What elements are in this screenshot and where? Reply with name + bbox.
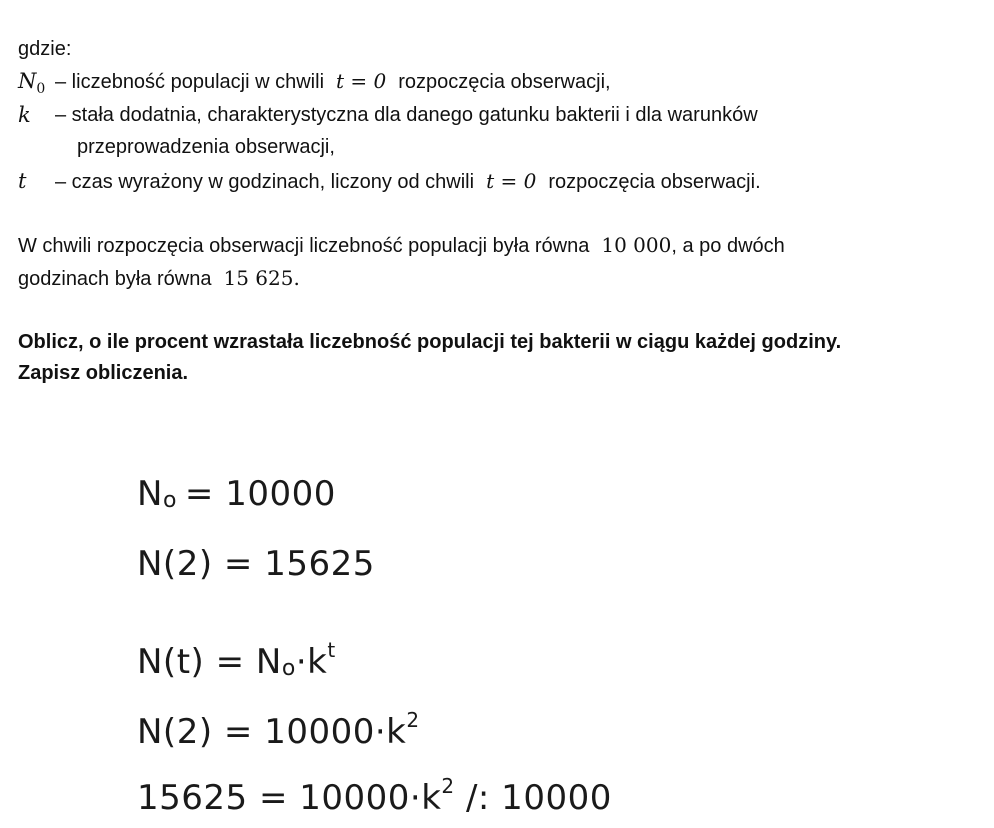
- handwritten-line-equation: [137, 774, 612, 818]
- symbol-n0: [18, 68, 45, 102]
- hw-eq-lhs: 15625 = 10000·k: [137, 778, 442, 818]
- statement-value2: 15 625: [223, 266, 294, 290]
- handwritten-line-n2: N(2) = 15625: [137, 544, 375, 584]
- hw-formula-n-base: N: [255, 642, 282, 682]
- statement-line1-after: , a po dwóch: [671, 235, 785, 257]
- definition-k-line1: – stała dodatnia, charakterystyczna dla danego gatunku bakterii i dla warunków: [55, 104, 758, 126]
- hw-n0-rhs: = 10000: [184, 474, 336, 514]
- hw-eq-exp: 2: [441, 774, 455, 798]
- hw-formula-exp: t: [327, 638, 336, 662]
- task-line1: Oblicz, o ile procent wzrastała liczebność populacji tej bakterii w ciągu każdej godziny.: [18, 331, 842, 353]
- hw-n0-base: N: [137, 474, 163, 514]
- definition-k-line2: przeprowadzenia obserwacji,: [77, 136, 335, 158]
- hw-formula-n-sub: o: [281, 656, 296, 681]
- task-line2: Zapisz obliczenia.: [18, 362, 189, 384]
- definition-n0-text: – liczebność populacji w chwili: [55, 71, 325, 93]
- hw-eq-op: /: 10000: [454, 778, 612, 818]
- hw-formula-dot: ·: [295, 642, 308, 682]
- statement-line1: [18, 232, 785, 259]
- definition-n0-text-after: rozpoczęcia obserwacji,: [398, 71, 611, 93]
- handwritten-line-substitution: [137, 708, 420, 752]
- handwritten-line-n0: [137, 474, 336, 514]
- symbol-k: k: [18, 103, 31, 127]
- definition-t-math: t = 0: [486, 169, 537, 193]
- definition-n0-math: t = 0: [336, 69, 387, 93]
- hw-n0-sub: o: [162, 488, 177, 513]
- symbol-t: t: [18, 169, 27, 193]
- symbol-n0-base: N: [18, 69, 37, 93]
- statement-line2-text: godzinach była równa: [18, 268, 212, 290]
- hw-subst-exp: 2: [406, 708, 420, 732]
- symbol-n0-sub: 0: [36, 81, 46, 98]
- statement-value1: 10 000: [601, 233, 672, 257]
- hw-formula-lhs: N(t) =: [137, 642, 256, 682]
- definition-t-text: – czas wyrażony w godzinach, liczony od chwili: [55, 171, 475, 193]
- hw-subst-lhs: N(2) = 10000·k: [137, 712, 407, 752]
- definition-n0: [55, 68, 611, 95]
- statement-line2: [18, 265, 300, 292]
- definition-t: [55, 168, 761, 195]
- where-label: gdzie:: [18, 38, 72, 60]
- definition-t-text-after: rozpoczęcia obserwacji.: [548, 171, 761, 193]
- hw-formula-k: k: [307, 642, 328, 682]
- statement-line2-after: .: [293, 266, 300, 290]
- statement-line1-text: W chwili rozpoczęcia obserwacji liczebność populacji była równa: [18, 235, 590, 257]
- handwritten-line-formula: [137, 638, 336, 682]
